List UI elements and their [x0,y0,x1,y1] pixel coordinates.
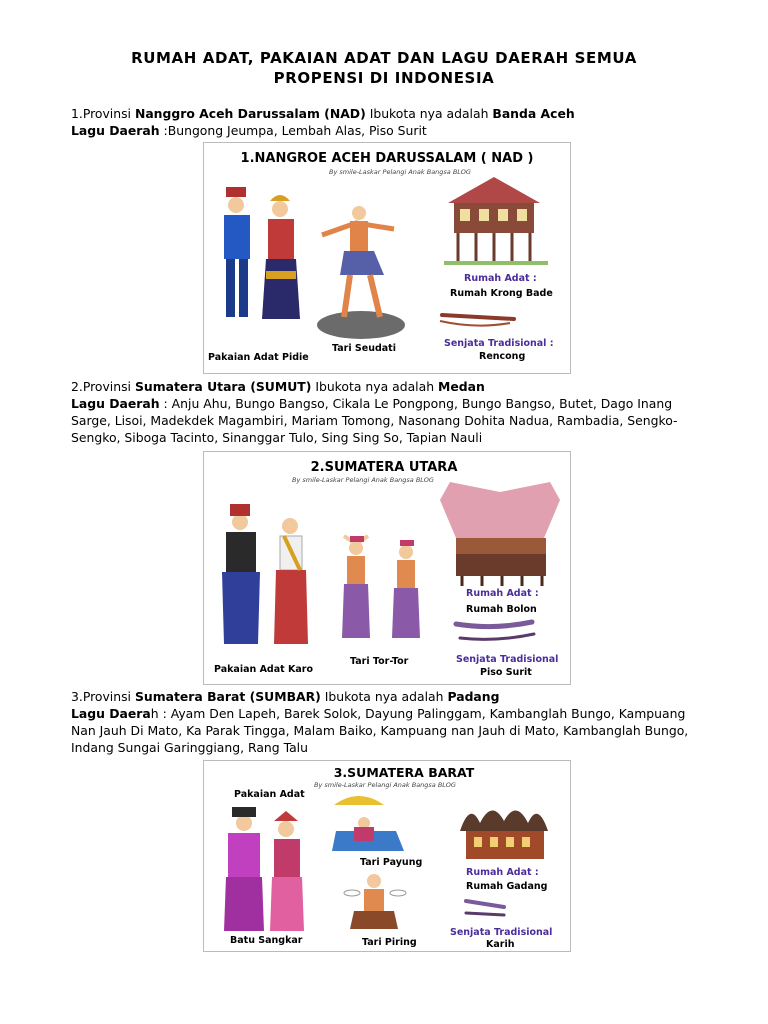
house-name: Rumah Krong Bade [450,288,553,299]
clothing-caption: Pakaian Adat Karo [214,664,313,675]
clothing-caption: Batu Sangkar [230,935,303,946]
figure-sumut [203,451,571,685]
capital-text: Ibukota nya adalah [320,689,448,704]
weapon-name: Karih [486,939,515,950]
weapon-name: Piso Surit [480,667,532,678]
province-name: Nanggro Aceh Darussalam (NAD) [134,106,366,121]
figure-credit: By smile-Laskar Pelangi Anak Bangsa BLOG [292,476,434,484]
section-2-text [71,378,711,446]
dance-caption: Tari Seudati [332,343,396,354]
weapon-illustration [456,622,534,639]
province-prefix: 3.Provinsi [71,689,135,704]
house-label: Rumah Adat : [464,273,537,284]
weapon-illustration [466,901,504,915]
section-1-text [71,105,711,139]
songs-list: Bungong Jeumpa, Lembah Alas, Piso Surit [167,123,427,138]
traditional-house-illustration [444,177,548,265]
traditional-clothing-illustration [224,187,300,319]
house-name: Rumah Bolon [466,604,537,615]
dance-illustration [332,796,404,851]
house-label: Rumah Adat : [466,867,539,878]
capital-name: Padang [447,689,500,704]
weapon-label: Senjata Tradisional [450,927,553,938]
weapon-label: Senjata Tradisional : [444,338,554,349]
section-3-text [71,688,711,756]
traditional-clothing-illustration [224,807,304,931]
songs-label: Lagu Daerah [71,396,160,411]
figure-sumbar [203,760,571,952]
title-line-2: PROPENSI DI INDONESIA [273,69,495,87]
songs-separator: h : [150,706,171,721]
capital-text: Ibukota nya adalah [311,379,438,394]
dance-caption: Tari Payung [360,857,423,868]
figure-aceh [203,142,571,374]
capital-text: Ibukota nya adalah [365,106,493,121]
songs-label: Lagu Daera [71,706,151,721]
weapon-label: Senjata Tradisional [456,654,559,665]
figure-credit: By smile-Laskar Pelangi Anak Bangsa BLOG [329,168,471,176]
clothing-caption: Pakaian Adat Pidie [208,352,309,363]
province-prefix: 2.Provinsi [71,379,135,394]
songs-list: Anju Ahu, Bungo Bangso, Cikala Le Pongpong, Bungo Bangso, Butet, Dago Inang Sarge, Lisoi, Madekdek Magambiri, Mariam Tomong, Nasonang Dohita Nadua, Rambadia, Sengko-Sengko, Siboga Tacinto, Sinanggar Tulo, Sing Sing So, Tapian Nauli [71,396,678,445]
traditional-clothing-illustration [222,504,308,644]
province-prefix: 1.Provinsi [71,106,135,121]
dance-illustration [317,206,405,339]
traditional-house-illustration [440,482,560,586]
house-name: Rumah Gadang [466,881,548,892]
title-line-1: RUMAH ADAT, PAKAIAN ADAT DAN LAGU DAERAH SEMUA [131,49,637,67]
traditional-house-illustration [460,810,548,859]
songs-separator: : [159,123,168,138]
dance-illustration [342,536,420,638]
songs-label: Lagu Daerah [71,123,160,138]
figure-title: 3.SUMATERA BARAT [333,765,475,780]
songs-list: Ayam Den Lapeh, Barek Solok, Dayung Palinggam, Kambanglah Bungo, Kampuang Nan Jauh Di Mato, Ka Parak Tingga, Malam Baiko, Kampuang nan Jauh di Mato, Kambanglah Bungo, Indang Sungai Garinggiang, Rang Talu [71,706,689,755]
dance-caption: Tari Tor-Tor [350,656,409,667]
songs-separator: : [159,396,172,411]
capital-name: Medan [438,379,485,394]
capital-name: Banda Aceh [492,106,575,121]
document-title [0,48,768,88]
dance-illustration-2 [344,874,406,929]
province-name: Sumatera Barat (SUMBAR) [134,689,321,704]
figure-credit: By smile-Laskar Pelangi Anak Bangsa BLOG [314,781,456,789]
weapon-name: Rencong [479,351,526,362]
figure-title: 1.NANGROE ACEH DARUSSALAM ( NAD ) [240,151,534,166]
clothing-label: Pakaian Adat [234,789,305,800]
weapon-illustration [440,315,514,326]
house-label: Rumah Adat : [466,588,539,599]
figure-title: 2.SUMATERA UTARA [310,460,458,475]
dance-2-caption: Tari Piring [362,937,417,948]
province-name: Sumatera Utara (SUMUT) [134,379,312,394]
